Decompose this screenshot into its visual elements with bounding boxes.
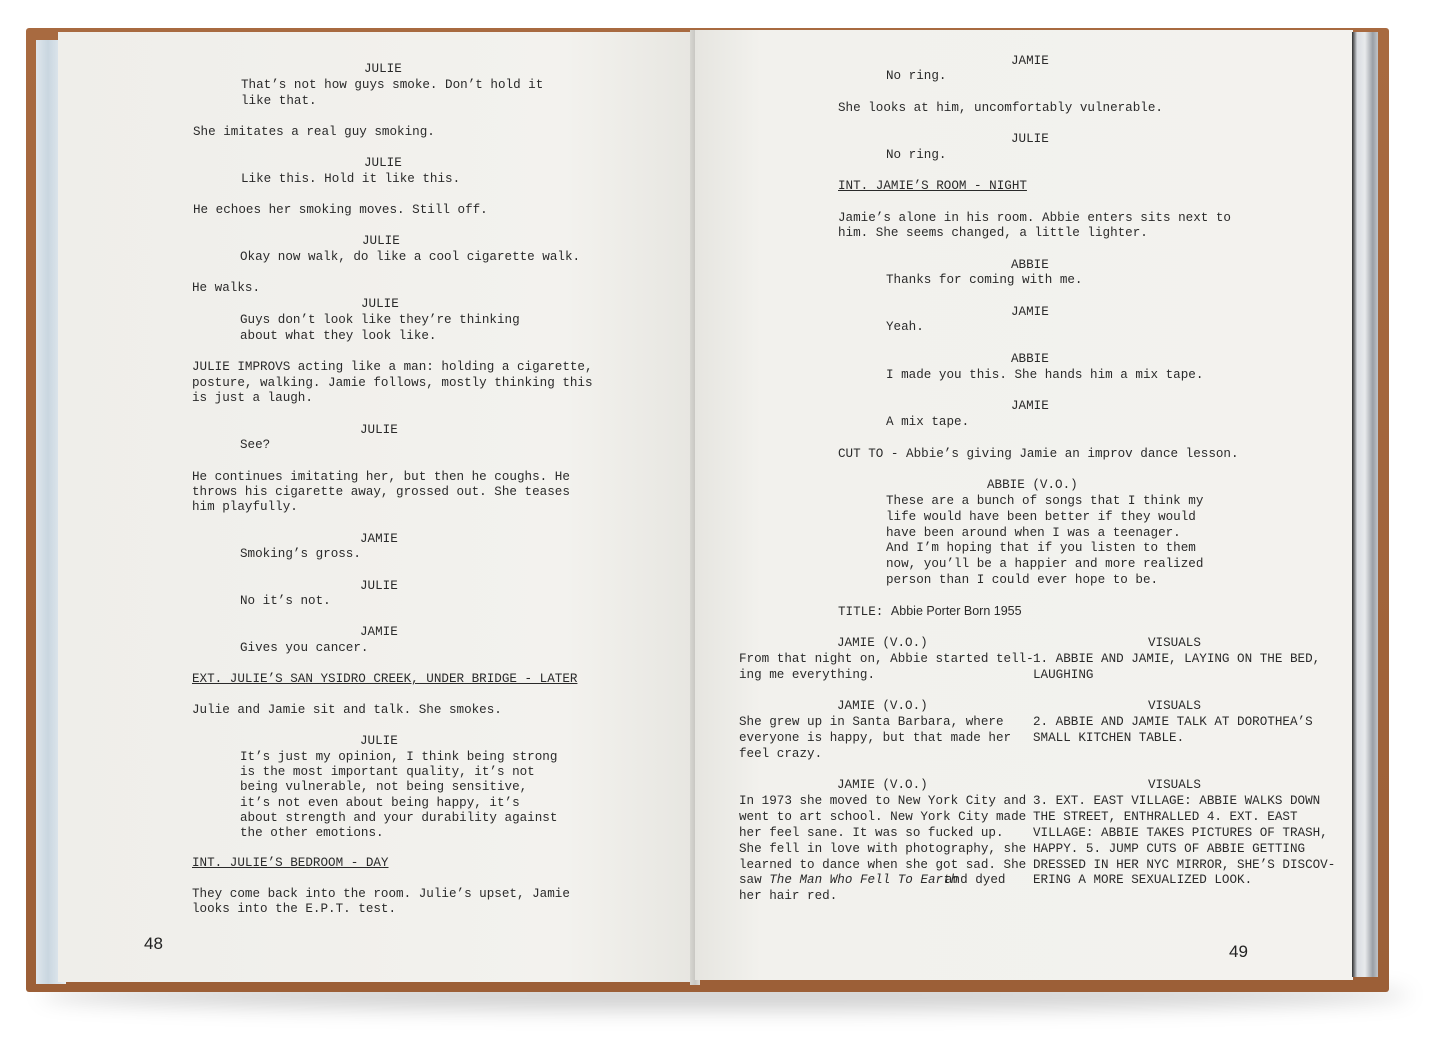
script-line: and dyed bbox=[945, 873, 1006, 887]
script-line: He continues imitating her, but then he coughs. He bbox=[192, 470, 570, 484]
script-line: No ring. bbox=[886, 69, 947, 83]
script-line: ing me everything. bbox=[739, 668, 876, 682]
right-page bbox=[695, 30, 1353, 980]
script-line: She imitates a real guy smoking. bbox=[193, 125, 435, 139]
scene-heading: INT. JULIE’S BEDROOM - DAY bbox=[192, 856, 389, 870]
script-line: She fell in love with photography, she bbox=[739, 842, 1027, 856]
script-line: She grew up in Santa Barbara, where bbox=[739, 715, 1004, 729]
script-line: throws his cigarette away, grossed out. She teases bbox=[192, 485, 570, 499]
script-line: being vulnerable, not being sensitive, bbox=[240, 780, 528, 794]
script-line: JULIE IMPROVS acting like a man: holding a cigarette, bbox=[192, 360, 593, 374]
script-line: No it’s not. bbox=[240, 594, 331, 608]
script-line: That’s not how guys smoke. Don’t hold it bbox=[241, 78, 544, 92]
script-line: like that. bbox=[241, 94, 317, 108]
script-line: 1. ABBIE AND JAMIE, LAYING ON THE BED, bbox=[1033, 652, 1321, 666]
script-line: ERING A MORE SEXUALIZED LOOK. bbox=[1033, 873, 1253, 887]
script-line: VISUALS bbox=[1148, 778, 1201, 792]
right-page-edges bbox=[1352, 32, 1378, 977]
script-line: VISUALS bbox=[1148, 699, 1201, 713]
script-line: learned to dance when she got sad. She bbox=[739, 858, 1027, 872]
script-line: looks into the E.P.T. test. bbox=[192, 902, 397, 916]
script-line: It’s just my opinion, I think being strong bbox=[240, 750, 558, 764]
script-line: Like this. Hold it like this. bbox=[241, 172, 461, 186]
script-line: JAMIE bbox=[1011, 399, 1049, 413]
script-line: JAMIE (V.O.) bbox=[837, 699, 928, 713]
script-line: about what they look like. bbox=[240, 329, 437, 343]
title-label: TITLE: bbox=[838, 605, 884, 619]
script-line: the other emotions. bbox=[240, 826, 384, 840]
script-line: her feel sane. It was so fucked up. bbox=[739, 826, 1004, 840]
script-line: JULIE bbox=[364, 156, 402, 170]
script-line: it’s not even about being happy, it’s bbox=[240, 796, 520, 810]
script-line: And I’m hoping that if you listen to them bbox=[886, 541, 1196, 555]
script-line: JAMIE bbox=[1011, 54, 1049, 68]
script-line: CUT TO - Abbie’s giving Jamie an improv dance lesson. bbox=[838, 447, 1239, 461]
script-line: Yeah. bbox=[886, 320, 924, 334]
script-line: Guys don’t look like they’re thinking bbox=[240, 313, 520, 327]
script-line: JAMIE bbox=[1011, 305, 1049, 319]
page-number-left: 48 bbox=[144, 934, 163, 953]
left-page bbox=[58, 32, 692, 982]
saw-prefix: saw bbox=[739, 873, 762, 887]
script-line: JAMIE bbox=[360, 532, 398, 546]
script-line: JULIE bbox=[364, 62, 402, 76]
script-line: Jamie’s alone in his room. Abbie enters sits next to bbox=[838, 211, 1231, 225]
script-line: These are a bunch of songs that I think my bbox=[886, 494, 1204, 508]
title-text: Abbie Porter Born 1955 bbox=[890, 604, 1022, 618]
script-line: have been around when I was a teenager. bbox=[886, 526, 1181, 540]
script-line: JULIE bbox=[1011, 132, 1049, 146]
script-line: VILLAGE: ABBIE TAKES PICTURES OF TRASH, bbox=[1033, 826, 1328, 840]
script-line: Julie and Jamie sit and talk. She smokes. bbox=[192, 703, 502, 717]
script-line: A mix tape. bbox=[886, 415, 970, 429]
script-line: ABBIE (V.O.) bbox=[987, 478, 1078, 492]
script-line: DRESSED IN HER NYC MIRROR, SHE’S DISCOV- bbox=[1033, 858, 1336, 872]
script-line: JAMIE (V.O.) bbox=[837, 636, 928, 650]
script-line: They come back into the room. Julie’s upset, Jamie bbox=[192, 887, 570, 901]
script-line: ABBIE bbox=[1011, 258, 1049, 272]
script-line: JULIE bbox=[360, 423, 398, 437]
script-line: SMALL KITCHEN TABLE. bbox=[1033, 731, 1185, 745]
script-line: He walks. bbox=[192, 281, 261, 295]
script-line: Smoking’s gross. bbox=[240, 547, 361, 561]
script-line: him playfully. bbox=[192, 500, 298, 514]
script-line: HAPPY. 5. JUMP CUTS OF ABBIE GETTING bbox=[1033, 842, 1306, 856]
film-title-line bbox=[739, 873, 958, 889]
script-line: JAMIE bbox=[360, 625, 398, 639]
script-line: From that night on, Abbie started tell- bbox=[739, 652, 1034, 666]
script-line: He echoes her smoking moves. Still off. bbox=[193, 203, 488, 217]
script-line: No ring. bbox=[886, 148, 947, 162]
script-line: JULIE bbox=[360, 734, 398, 748]
scene-heading: EXT. JULIE’S SAN YSIDRO CREEK, UNDER BRIDGE - LATER bbox=[192, 672, 578, 686]
script-line: Thanks for coming with me. bbox=[886, 273, 1083, 287]
script-line: See? bbox=[240, 438, 271, 452]
script-line: Gives you cancer. bbox=[240, 641, 369, 655]
script-line: ABBIE bbox=[1011, 352, 1049, 366]
script-line: 3. EXT. EAST VILLAGE: ABBIE WALKS DOWN bbox=[1033, 794, 1321, 808]
script-line: everyone is happy, but that made her bbox=[739, 731, 1012, 745]
script-line: went to art school. New York City made bbox=[739, 810, 1027, 824]
script-line: JAMIE (V.O.) bbox=[837, 778, 928, 792]
script-line: LAUGHING bbox=[1033, 668, 1094, 682]
script-line: JULIE bbox=[362, 234, 400, 248]
script-line: him. She seems changed, a little lighter. bbox=[838, 226, 1148, 240]
page-number-right: 49 bbox=[1229, 942, 1248, 961]
script-line: She looks at him, uncomfortably vulnerable. bbox=[838, 101, 1163, 115]
script-line: feel crazy. bbox=[739, 747, 823, 761]
script-line: JULIE bbox=[360, 579, 398, 593]
title-card-line bbox=[838, 604, 1022, 621]
script-line: now, you’ll be a happier and more realized bbox=[886, 557, 1204, 571]
script-line: THE STREET, ENTHRALLED 4. EXT. EAST bbox=[1033, 810, 1298, 824]
script-line: Okay now walk, do like a cool cigarette walk. bbox=[240, 250, 581, 264]
script-line: JULIE bbox=[361, 297, 399, 311]
script-line: I made you this. She hands him a mix tape. bbox=[886, 368, 1204, 382]
script-line: In 1973 she moved to New York City and bbox=[739, 794, 1027, 808]
script-line: posture, walking. Jamie follows, mostly thinking this bbox=[192, 376, 593, 390]
script-line: VISUALS bbox=[1148, 636, 1201, 650]
script-line: is the most important quality, it’s not bbox=[240, 765, 535, 779]
scene-heading: INT. JAMIE’S ROOM - NIGHT bbox=[838, 179, 1027, 193]
script-line: her hair red. bbox=[739, 889, 838, 903]
script-line: life would have been better if they would bbox=[886, 510, 1196, 524]
film-title: The Man Who Fell To Earth bbox=[769, 873, 959, 887]
script-line: 2. ABBIE AND JAMIE TALK AT DOROTHEA’S bbox=[1033, 715, 1313, 729]
script-line: is just a laugh. bbox=[192, 391, 313, 405]
script-line: person than I could ever hope to be. bbox=[886, 573, 1159, 587]
script-line: about strength and your durability against bbox=[240, 811, 558, 825]
